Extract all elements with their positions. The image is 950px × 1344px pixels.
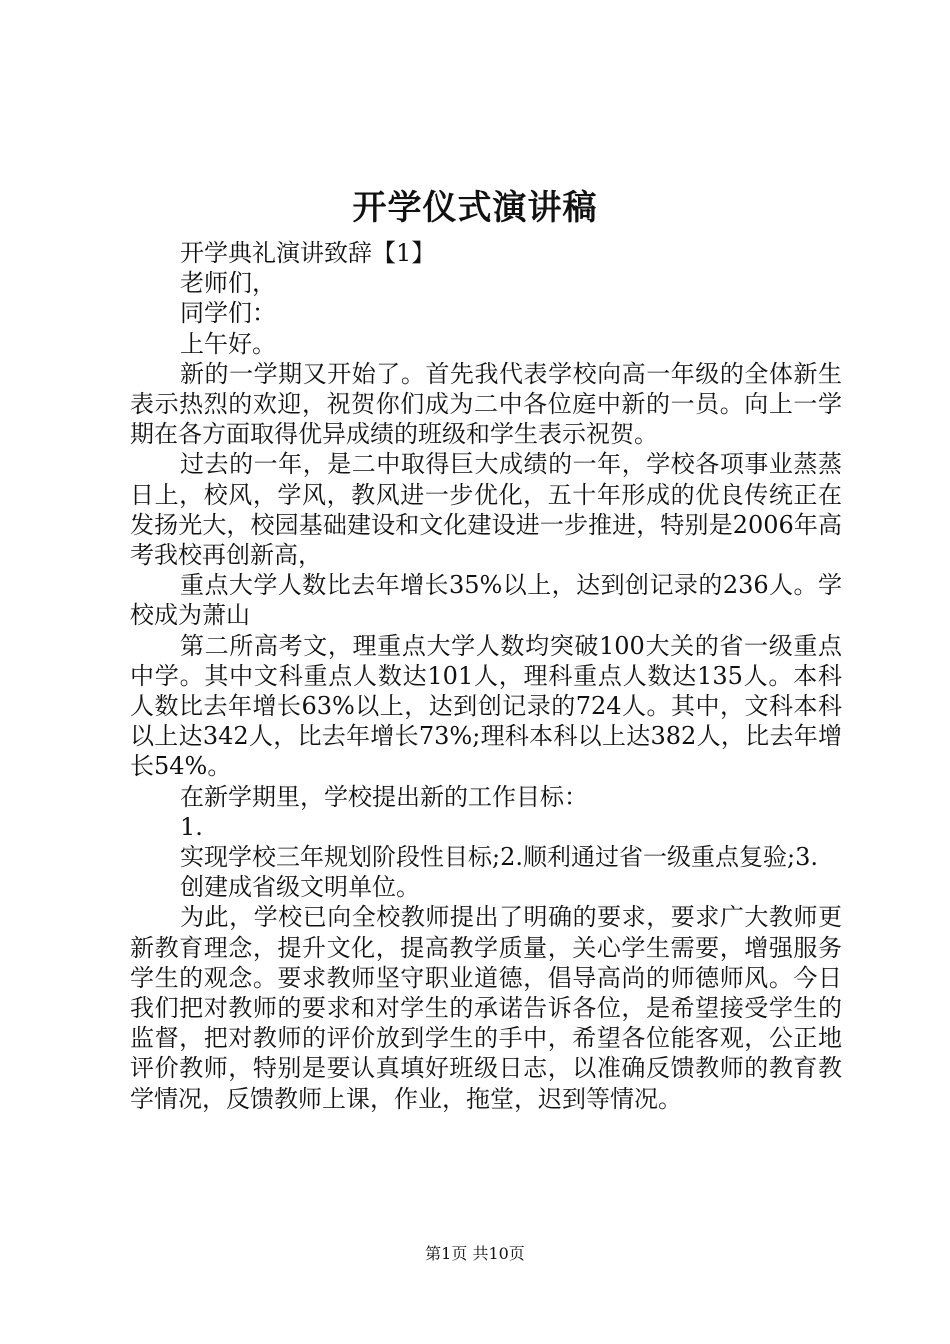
paragraph-civilized-unit: 创建成省级文明单位。 xyxy=(180,873,420,902)
paragraph-welcome: 新的一学期又开始了。首先我代表学校向高一年级的全体新生表示热烈的欢迎，祝贺你们成为二中各位庭中新的一员。向上一学期在各方面取得优异成绩的班级和学生表示祝贺。 xyxy=(130,359,842,449)
paragraph-greeting-teachers: 老师们， xyxy=(180,269,276,298)
document-body xyxy=(130,238,842,1114)
paragraph-heading: 开学典礼演讲致辞【1】 xyxy=(180,239,436,267)
document-title: 开学仪式演讲稿 xyxy=(352,188,598,228)
paragraph-greeting-students: 同学们： xyxy=(180,299,276,328)
paragraph-goal-number: 1. xyxy=(180,812,203,841)
paragraph-past-year: 过去的一年，是二中取得巨大成绩的一年，学校各项事业蒸蒸日上，校风，学风，教风进一步优化，五十年形成的优良传统正在发扬光大，校园基础建设和文化建设进一步推进，特别是2006年高考我校再创新高， xyxy=(130,450,842,570)
paragraph-teacher-requirements: 为此，学校已向全校教师提出了明确的要求，要求广大教师更新教育理念，提升文化，提高教学质量，关心学生需要，增强服务学生的观念。要求教师坚守职业道德，倡导高尚的师德师风。今日我们把对教师的要求和对学生的承诺告诉各位，是希望接受学生的监督，把对教师的评价放到学生的手中，希望各位能客观，公正地评价教师，特别是要认真填好班级日志，以准确反馈教师的教育教学情况，反馈教师上课，作业，拖堂，迟到等情况。 xyxy=(130,903,842,1113)
page-footer: 第1页 共10页 xyxy=(425,1244,525,1263)
paragraph-key-university: 重点大学人数比去年增长35%以上，达到创记录的236人。学校成为萧山 xyxy=(130,571,842,630)
paragraph-achievements: 第二所高考文，理重点大学人数均突破100大关的省一级重点中学。其中文科重点人数达101人，理科重点人数达135人。本科人数比去年增长63%以上，达到创记录的724人。其中，文科本科以上达342人，比去年增长73%;理科本科以上达382人，比去年增长54%。 xyxy=(130,631,842,781)
paragraph-good-morning: 上午好。 xyxy=(180,329,276,358)
paragraph-goals-list: 实现学校三年规划阶段性目标;2.顺利通过省一级重点复验;3. xyxy=(180,843,818,872)
paragraph-new-goals: 在新学期里，学校提出新的工作目标： xyxy=(180,782,588,811)
